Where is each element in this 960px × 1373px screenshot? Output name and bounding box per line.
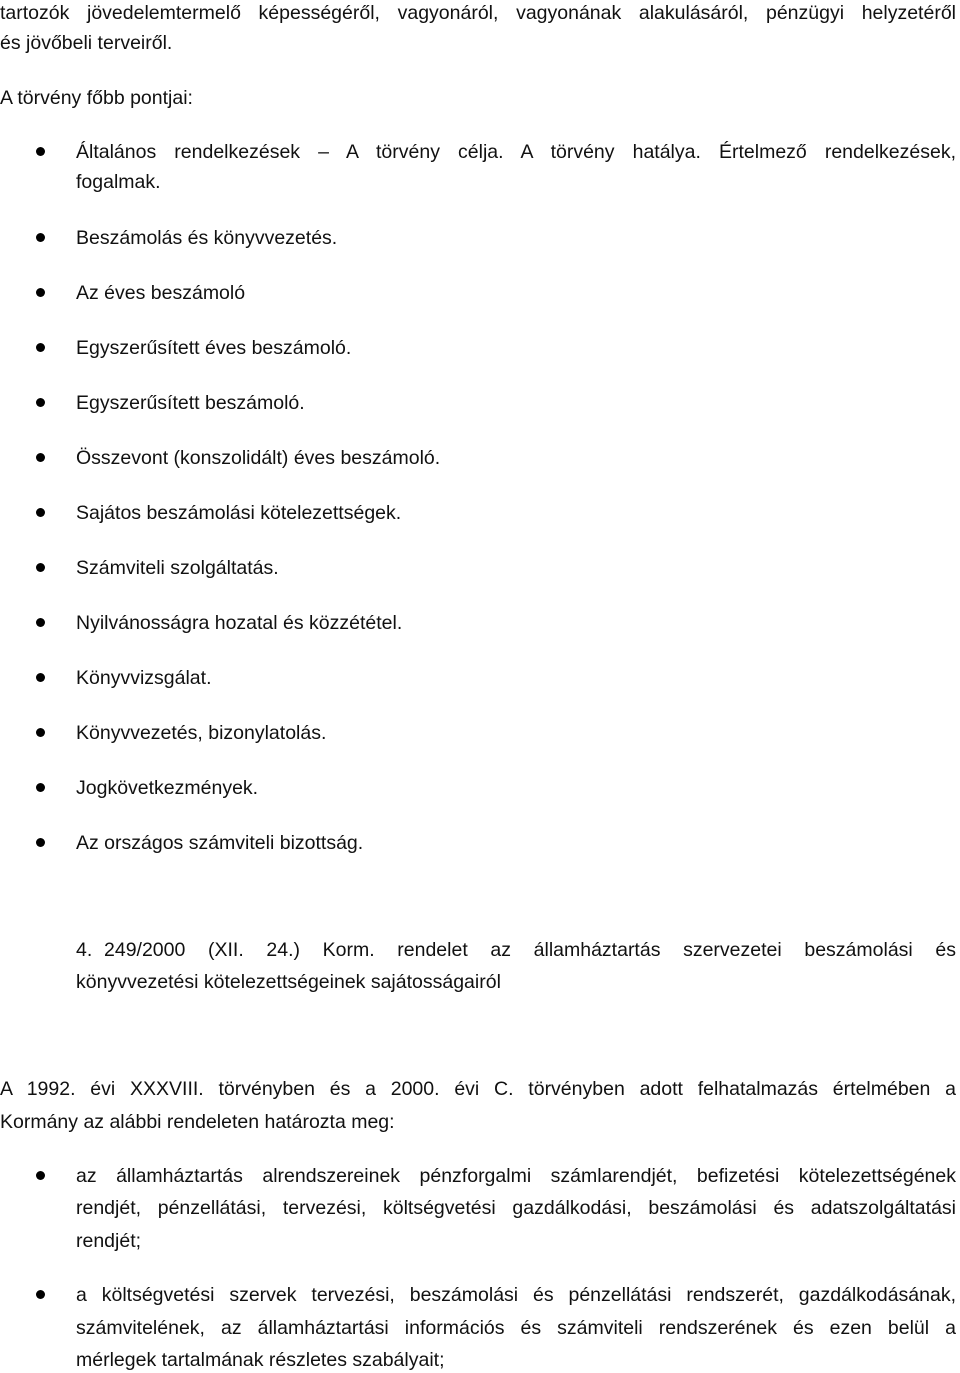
- bullet-icon: [36, 453, 45, 462]
- bullet-icon: [36, 838, 45, 847]
- bullet-icon: [36, 1290, 45, 1299]
- list-item-line: fogalmak.: [76, 171, 161, 193]
- list-item-line: számvitelének, az államháztartási információs és számviteli rendszerének és ezen belül a: [76, 1317, 956, 1339]
- list-item-line: Jogkövetkezmények.: [76, 777, 259, 799]
- section-title-line-2: könyvvezetési kötelezettségeinek sajátosságairól: [76, 971, 501, 993]
- bullet-icon: [36, 288, 45, 297]
- list-item-line: rendjét;: [76, 1230, 142, 1252]
- bullet-icon: [36, 673, 45, 682]
- bullet-icon: [36, 618, 45, 627]
- section-title-line-1: 249/2000 (XII. 24.) Korm. rendelet az államháztartás szervezetei beszámolási és: [104, 939, 956, 961]
- bullet-icon: [36, 147, 45, 156]
- list-item-line: Nyilvánosságra hozatal és közzététel.: [76, 612, 403, 634]
- list-item-line: Az éves beszámoló: [76, 282, 246, 304]
- list-item-line: Az országos számviteli bizottság.: [76, 832, 364, 854]
- bullet-icon: [36, 233, 45, 242]
- list-item-line: Egyszerűsített éves beszámoló.: [76, 337, 352, 359]
- list-item-line: Sajátos beszámolási kötelezettségek.: [76, 502, 402, 524]
- list-item-line: Egyszerűsített beszámoló.: [76, 392, 305, 414]
- bullet-icon: [36, 508, 45, 517]
- list-item-line: mérlegek tartalmának részletes szabályait;: [76, 1349, 445, 1371]
- list-item-line: Könyvvizsgálat.: [76, 667, 212, 689]
- points-heading: A törvény főbb pontjai:: [0, 87, 193, 109]
- intro-line-1: tartozók jövedelemtermelő képességéről, vagyonáról, vagyonának alakulásáról, pénzügyi helyzetéről: [0, 2, 956, 24]
- list-item-line: Számviteli szolgáltatás.: [76, 557, 279, 579]
- bullet-icon: [36, 783, 45, 792]
- list-item-line: Könyvvezetés, bizonylatolás.: [76, 722, 327, 744]
- bullet-icon: [36, 563, 45, 572]
- list-item-line: Beszámolás és könyvvezetés.: [76, 227, 338, 249]
- bullet-icon: [36, 343, 45, 352]
- bullet-icon: [36, 728, 45, 737]
- intro-line-2: és jövőbeli terveiről.: [0, 32, 173, 54]
- bullet-icon: [36, 1171, 45, 1180]
- preamble-line-2: Kormány az alábbi rendeleten határozta meg:: [0, 1111, 395, 1133]
- bullet-icon: [36, 398, 45, 407]
- section-number: 4.: [76, 939, 93, 961]
- list-item-line: a költségvetési szervek tervezési, beszámolási és pénzellátási rendszerét, gazdálkodásának,: [76, 1284, 956, 1306]
- list-item-line: rendjét, pénzellátási, tervezési, költségvetési gazdálkodási, beszámolási és adatszolgáltatási: [76, 1197, 956, 1219]
- list-item-line: Általános rendelkezések – A törvény célja. A törvény hatálya. Értelmező rendelkezések,: [76, 141, 956, 163]
- preamble-line-1: A 1992. évi XXXVIII. törvényben és a 2000. évi C. törvényben adott felhatalmazás értelmében a: [0, 1078, 956, 1100]
- list-item-line: Összevont (konszolidált) éves beszámoló.: [76, 447, 441, 469]
- list-item-line: az államháztartás alrendszereinek pénzforgalmi számlarendjét, befizetési kötelezettségének: [76, 1165, 956, 1187]
